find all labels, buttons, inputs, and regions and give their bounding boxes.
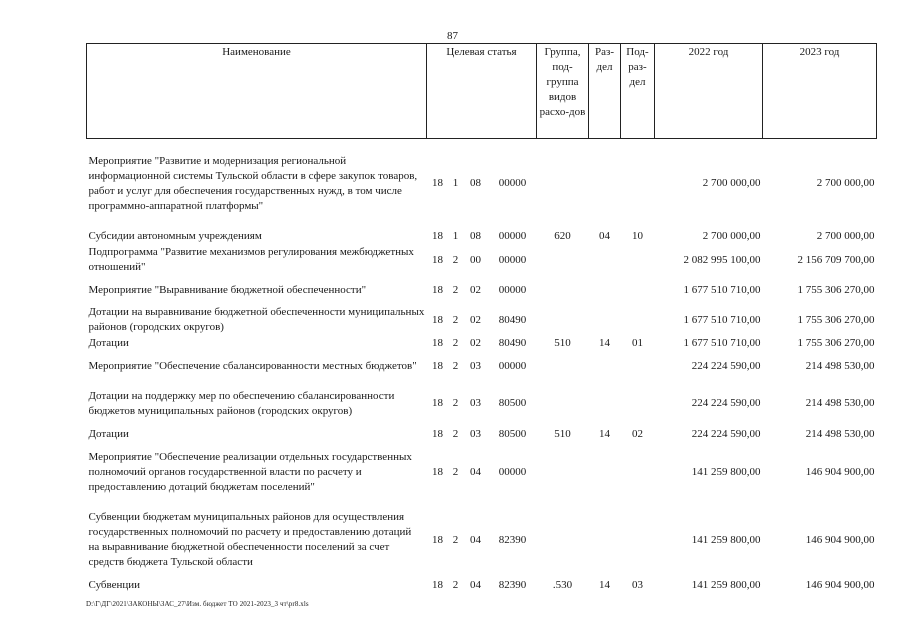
table-row [87, 229, 877, 245]
header-group: Группа, под-группа видов расхо-дов [537, 44, 589, 139]
cell-section [589, 139, 621, 229]
cell-c1: 18 [432, 359, 443, 372]
cell-name: Мероприятие "Обеспечение сбалансированности местных бюджетов" [88, 359, 417, 372]
cell-c1: 18 [432, 397, 443, 409]
cell-c3: 00 [470, 253, 481, 266]
cell-c2: 2 [452, 283, 459, 296]
cell-c3: 03 [470, 359, 481, 372]
cell-subsection [621, 503, 655, 578]
cell-c3: 02 [470, 283, 481, 296]
cell-group: 510 [554, 337, 571, 349]
cell-c1: 18 [432, 579, 443, 591]
cell-section [589, 503, 621, 578]
table-row [87, 305, 877, 336]
cell-name: Подпрограмма "Развитие механизмов регулирования межбюджетных отношений" [88, 246, 414, 273]
cell-y2022: 2 082 995 100,00 [683, 253, 761, 266]
cell-name: Дотации [88, 337, 129, 349]
cell-y2022: 1 677 510 710,00 [683, 313, 761, 326]
cell-c3: 08 [470, 230, 481, 242]
cell-y2023: 2 700 000,00 [816, 230, 875, 242]
cell-c4: 80500 [498, 428, 527, 440]
cell-name: Дотации на выравнивание бюджетной обеспеченности муниципальных районов (городских округов) [88, 306, 425, 333]
cell-section [589, 276, 621, 305]
cell-y2023: 1 755 306 270,00 [797, 337, 875, 349]
header-section: Раз-дел [589, 44, 621, 139]
cell-c2: 2 [452, 579, 459, 591]
cell-group [537, 503, 589, 578]
cell-group: 620 [554, 230, 571, 242]
cell-c4: 82390 [498, 579, 527, 591]
cell-c4: 00000 [498, 230, 527, 242]
cell-c3: 03 [470, 428, 481, 440]
cell-c3: 04 [470, 579, 481, 591]
cell-section: 14 [599, 579, 610, 591]
footer-file-path: D:\Г\ДГ\2021\ЗАКОНЫ\ЗАС_27\Изм. бюджет ТО 2021-2023_3 чт\pr8.xls [86, 600, 309, 608]
cell-group [537, 352, 589, 381]
cell-y2022: 141 259 800,00 [691, 533, 761, 546]
cell-c2: 1 [452, 230, 459, 242]
cell-name: Субвенции [88, 579, 141, 591]
cell-name: Дотации [88, 428, 129, 440]
cell-subsection: 03 [632, 579, 643, 591]
table-row [87, 352, 877, 381]
cell-c2: 2 [452, 466, 459, 478]
cell-y2023: 2 700 000,00 [816, 177, 875, 190]
table-row [87, 139, 877, 229]
cell-group [537, 443, 589, 503]
cell-group [537, 381, 589, 427]
cell-subsection [621, 352, 655, 381]
cell-c1: 18 [432, 337, 443, 349]
cell-c3: 03 [470, 397, 481, 409]
cell-y2022: 224 224 590,00 [691, 428, 761, 440]
cell-subsection: 01 [632, 337, 643, 349]
cell-c3: 04 [470, 466, 481, 478]
cell-group [537, 245, 589, 276]
cell-y2023: 146 904 900,00 [805, 466, 875, 478]
cell-y2022: 224 224 590,00 [691, 359, 761, 372]
cell-y2022: 2 700 000,00 [702, 177, 761, 190]
cell-subsection [621, 276, 655, 305]
cell-y2023: 2 156 709 700,00 [797, 253, 875, 266]
cell-section: 04 [599, 230, 610, 242]
header-2022: 2022 год [655, 44, 763, 139]
cell-c3: 02 [470, 337, 481, 349]
table-row [87, 276, 877, 305]
cell-y2022: 141 259 800,00 [691, 466, 761, 478]
cell-c1: 18 [432, 230, 443, 242]
cell-subsection: 02 [632, 428, 643, 440]
cell-name: Мероприятие "Развитие и модернизация региональной информационной системы Тульской области в сфере закупок товаров, работ и услуг для обеспечения государственных нужд, в том числе программно-аппаратной платформы" [88, 154, 418, 212]
cell-y2022: 224 224 590,00 [691, 397, 761, 409]
cell-c1: 18 [432, 253, 443, 266]
cell-y2023: 214 498 530,00 [805, 397, 875, 409]
cell-section: 14 [599, 428, 610, 440]
cell-c2: 2 [452, 359, 459, 372]
header-target: Целевая статья [427, 44, 537, 139]
cell-subsection [621, 381, 655, 427]
cell-c2: 2 [452, 337, 459, 349]
cell-c4: 80490 [498, 337, 527, 349]
cell-y2023: 214 498 530,00 [805, 428, 875, 440]
cell-c1: 18 [432, 177, 443, 190]
cell-c4: 82390 [498, 533, 527, 546]
cell-y2023: 146 904 900,00 [805, 579, 875, 591]
cell-section [589, 305, 621, 336]
cell-c4: 00000 [498, 359, 527, 372]
cell-subsection [621, 305, 655, 336]
cell-c1: 18 [432, 533, 443, 546]
cell-y2023: 1 755 306 270,00 [797, 313, 875, 326]
cell-c4: 00000 [498, 466, 527, 478]
cell-group: .530 [552, 579, 573, 591]
cell-c1: 18 [432, 313, 443, 326]
cell-c4: 00000 [498, 283, 527, 296]
cell-group [537, 276, 589, 305]
cell-section [589, 245, 621, 276]
cell-y2022: 141 259 800,00 [691, 579, 761, 591]
cell-c4: 00000 [498, 253, 527, 266]
cell-c2: 2 [452, 253, 459, 266]
cell-name: Мероприятие "Выравнивание бюджетной обеспеченности" [88, 283, 367, 296]
cell-c3: 08 [470, 177, 481, 190]
table-row [87, 503, 877, 578]
table-row [87, 245, 877, 276]
cell-y2023: 1 755 306 270,00 [797, 283, 875, 296]
cell-group [537, 305, 589, 336]
table-row [87, 578, 877, 594]
table-row [87, 381, 877, 427]
header-row [87, 44, 877, 139]
cell-y2022: 1 677 510 710,00 [683, 283, 761, 296]
header-2023: 2023 год [763, 44, 877, 139]
cell-y2022: 1 677 510 710,00 [683, 337, 761, 349]
cell-c2: 1 [452, 177, 459, 190]
cell-name: Мероприятие "Обеспечение реализации отдельных государственных полномочий органов государственной власти по расчету и предоставлению дотаций бюджетам поселений" [88, 451, 412, 493]
cell-c1: 18 [432, 283, 443, 296]
cell-y2023: 146 904 900,00 [805, 533, 875, 546]
table-row [87, 336, 877, 352]
cell-group [537, 139, 589, 229]
cell-c2: 2 [452, 397, 459, 409]
cell-subsection [621, 443, 655, 503]
cell-section [589, 352, 621, 381]
cell-c2: 2 [452, 313, 459, 326]
cell-c2: 2 [452, 428, 459, 440]
cell-subsection: 10 [632, 230, 643, 242]
cell-section [589, 381, 621, 427]
cell-subsection [621, 139, 655, 229]
header-subsection: Под-раз-дел [621, 44, 655, 139]
cell-y2022: 2 700 000,00 [702, 230, 761, 242]
table-row [87, 443, 877, 503]
cell-c4: 80490 [498, 313, 527, 326]
cell-subsection [621, 245, 655, 276]
cell-group: 510 [554, 428, 571, 440]
cell-y2023: 214 498 530,00 [805, 359, 875, 372]
table-row [87, 427, 877, 443]
cell-c3: 02 [470, 313, 481, 326]
cell-c4: 80500 [498, 397, 527, 409]
page-number: 87 [447, 30, 458, 42]
cell-name: Субсидии автономным учреждениям [88, 230, 262, 242]
cell-c3: 04 [470, 533, 481, 546]
cell-name: Субвенции бюджетам муниципальных районов для осуществления государственных полномочий по расчету и предоставлению дотаций на выравнивание бюджетной обеспеченности поселений за счет средств бюджета Тульской области [88, 511, 412, 568]
budget-table [86, 43, 877, 594]
cell-c2: 2 [452, 533, 459, 546]
header-name: Наименование [87, 44, 427, 139]
cell-section: 14 [599, 337, 610, 349]
cell-name: Дотации на поддержку мер по обеспечению сбалансированности бюджетов муниципальных районов (городских округов) [88, 389, 395, 417]
cell-c1: 18 [432, 428, 443, 440]
cell-section [589, 443, 621, 503]
cell-c1: 18 [432, 466, 443, 478]
cell-c4: 00000 [498, 177, 527, 190]
table-body [87, 139, 877, 594]
